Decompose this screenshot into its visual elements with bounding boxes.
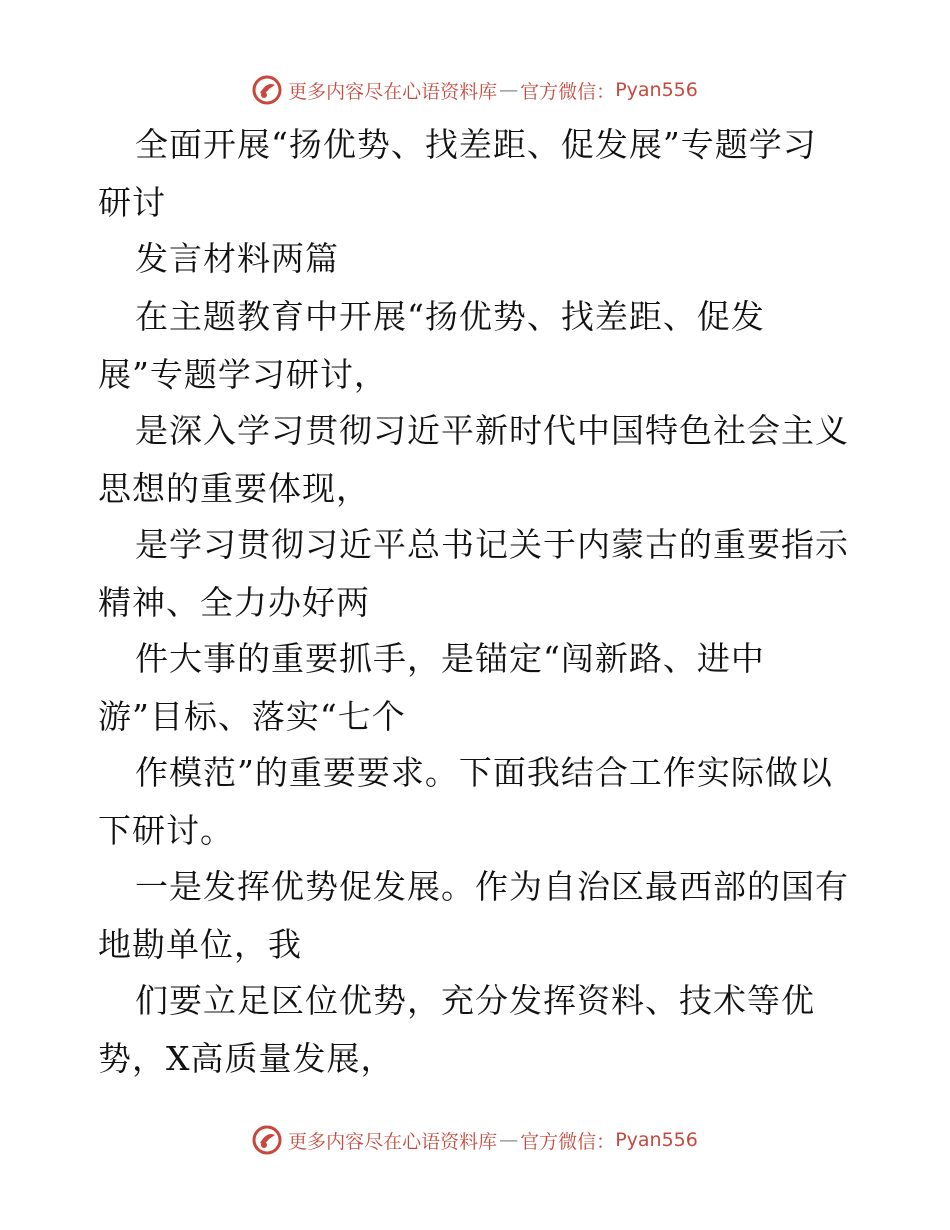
paragraph-line: 们要立足区位优势，充分发挥资料、技术等优 bbox=[135, 981, 815, 1020]
footer-watermark bbox=[0, 1122, 950, 1158]
watermark-dash: — bbox=[499, 1129, 519, 1151]
watermark-text2: 官方微信： bbox=[520, 1130, 616, 1153]
paragraph-line: 作模范”的重要要求。下面我结合工作实际做以 bbox=[135, 753, 833, 792]
paragraph-line: 件大事的重要抓手，是锚定“闯新路、进中 bbox=[135, 639, 765, 678]
paragraph-line: 游”目标、落实“七个 bbox=[98, 697, 406, 736]
paragraph-line: 势，X高质量发展， bbox=[98, 1039, 395, 1078]
paragraph-line: 全面开展“扬优势、找差距、促发展”专题学习 bbox=[135, 125, 817, 164]
document-body bbox=[98, 126, 868, 1096]
watermark-text: 更多内容尽在心语资料库 bbox=[288, 80, 498, 103]
watermark-wechat: Pyan556 bbox=[615, 1129, 698, 1151]
paragraph-line: 一是发挥优势促发展。作为自治区最西部的国有 bbox=[135, 867, 849, 906]
watermark-text: 更多内容尽在心语资料库 bbox=[288, 1130, 498, 1153]
paragraph-line: 思想的重要体现， bbox=[98, 469, 370, 508]
paragraph-line: 是学习贯彻习近平总书记关于内蒙古的重要指示 bbox=[135, 525, 849, 564]
paragraph-line: 是深入学习贯彻习近平新时代中国特色社会主义 bbox=[135, 411, 849, 450]
watermark-dash: — bbox=[499, 79, 519, 101]
watermark-text2: 官方微信： bbox=[520, 80, 616, 103]
paragraph-line: 展”专题学习研讨， bbox=[98, 355, 388, 394]
paragraph-line: 下研讨。 bbox=[98, 811, 234, 850]
paragraph-line: 在主题教育中开展“扬优势、找差距、促发 bbox=[135, 297, 765, 336]
paragraph-line: 地勘单位，我 bbox=[98, 925, 302, 964]
watermark-wechat: Pyan556 bbox=[615, 79, 698, 101]
logo-icon bbox=[252, 1125, 282, 1155]
paragraph-line: 发言材料两篇 bbox=[135, 239, 339, 278]
header-watermark bbox=[0, 72, 950, 108]
paragraph-line: 研讨 bbox=[98, 183, 166, 222]
logo-icon bbox=[252, 75, 282, 105]
paragraph-line: 精神、全力办好两 bbox=[98, 583, 370, 622]
